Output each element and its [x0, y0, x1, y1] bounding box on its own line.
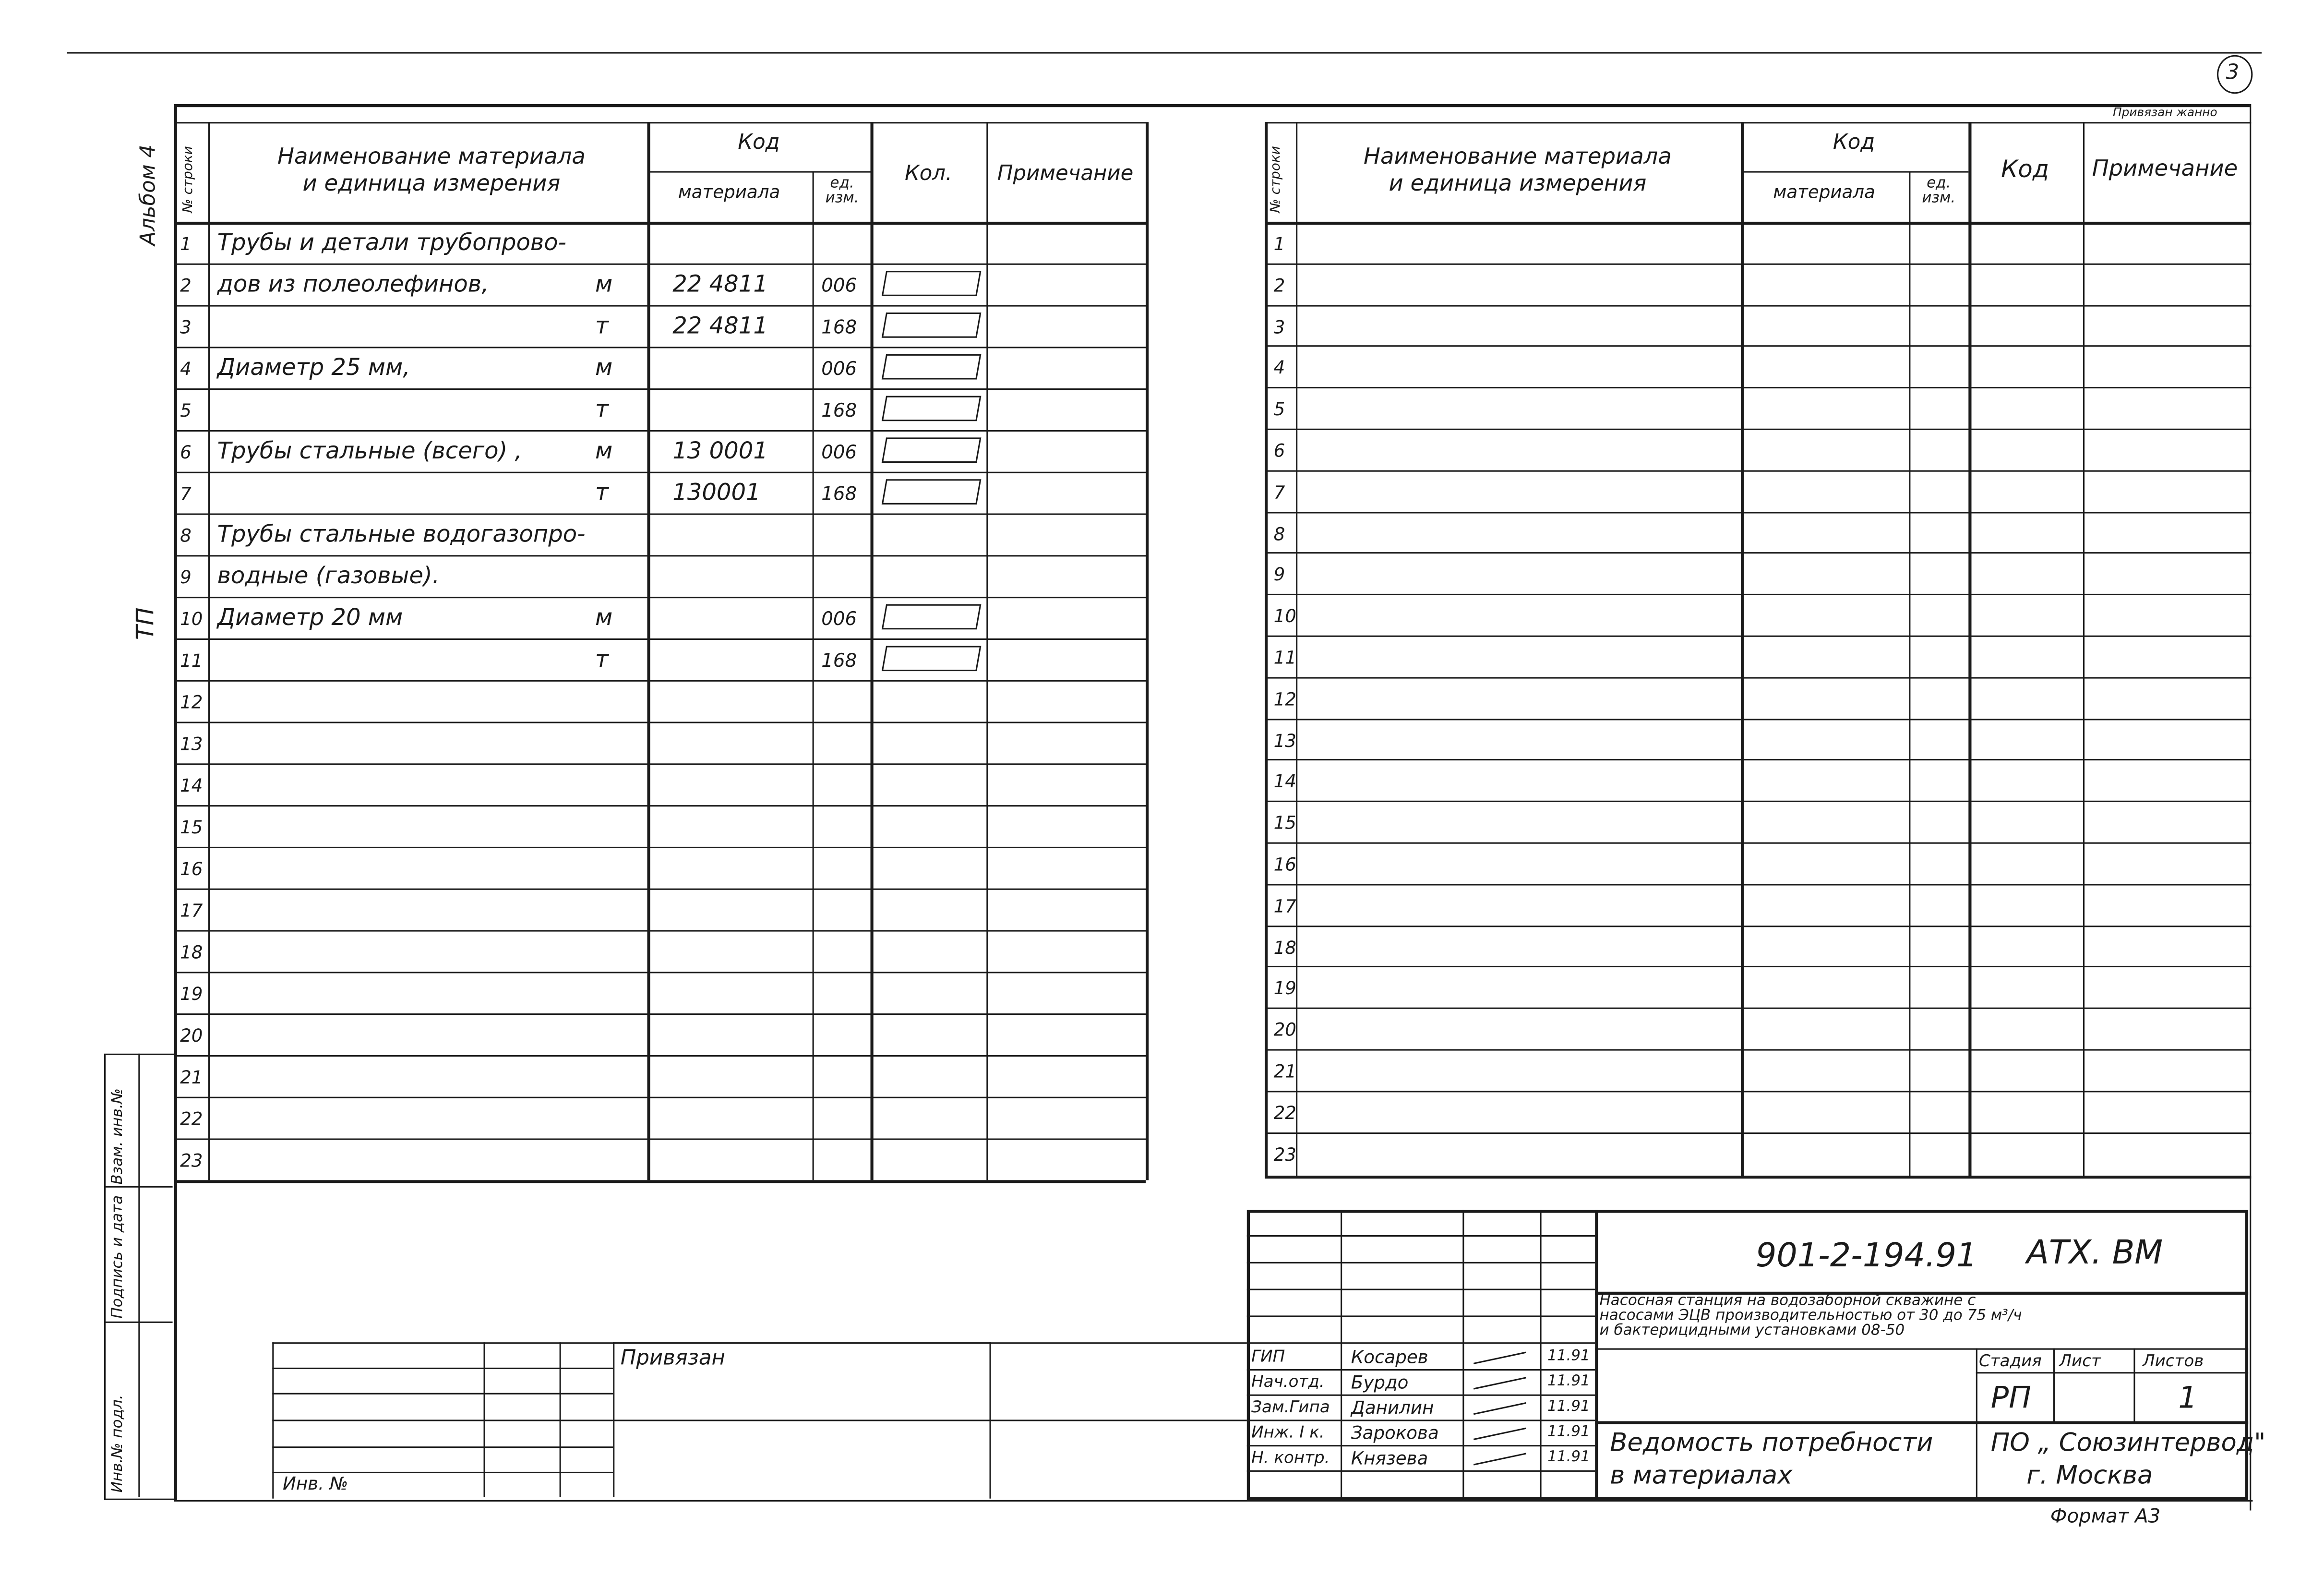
staff-date: 11.91 — [1547, 1424, 1590, 1441]
staff-name: Князева — [1351, 1448, 1428, 1469]
unit-code: 168 — [821, 482, 857, 505]
corner-mark: Привязан жанно — [2113, 106, 2217, 119]
table-row-line — [1265, 636, 2251, 637]
row-number: 3 — [1273, 316, 1285, 337]
staff-date: 11.91 — [1547, 1449, 1590, 1466]
unit-code: 168 — [821, 398, 857, 421]
sheets-value: 1 — [2178, 1379, 2197, 1416]
row-number: 18 — [1273, 937, 1296, 958]
table-row-line — [174, 1055, 1146, 1057]
lt-col-material — [813, 171, 814, 1180]
row-number: 15 — [1273, 813, 1296, 834]
rt-top — [1265, 122, 2251, 123]
row-number: 8 — [180, 525, 192, 546]
rt-note-header: Примечание — [2092, 155, 2238, 182]
material-name: водные (газовые). — [217, 562, 440, 589]
material-name: Диаметр 20 мм — [217, 604, 403, 631]
unit-code: 006 — [821, 440, 857, 463]
table-row-line — [1265, 429, 2251, 430]
table-row-line — [174, 388, 1146, 390]
material-code: 22 4811 — [672, 271, 768, 298]
project-line-1: Насосная станция на водозаборной скважине с — [1599, 1293, 1976, 1310]
project-line-2: насосами ЭЦВ производительностью от 30 до 75 м³/ч — [1599, 1308, 2022, 1324]
lt-col-name — [647, 122, 650, 1180]
row-number: 6 — [180, 442, 192, 463]
material-name: Трубы стальные водогазопро- — [217, 521, 586, 548]
row-number: 10 — [180, 608, 203, 630]
row-number: 8 — [1273, 523, 1285, 544]
series-label: ТП — [131, 607, 159, 640]
row-number: 14 — [180, 775, 203, 796]
margin-orig-inv: Инв.№ подл. — [110, 1395, 127, 1493]
row-number: 13 — [1273, 730, 1296, 751]
margin-signature-date: Подпись и дата — [110, 1195, 127, 1319]
tb-col-2 — [1462, 1210, 1464, 1500]
table-row-line — [174, 1139, 1146, 1140]
staff-name: Косарев — [1351, 1347, 1428, 1368]
rt-header-bottom — [1265, 222, 2251, 225]
margin-stamp-line-2 — [104, 1322, 173, 1323]
project-line-3: и бактерицидными установками 08-50 — [1599, 1323, 1905, 1339]
lt-note-header: Примечание — [997, 162, 1134, 186]
doc-mark: АТХ. ВМ — [2026, 1235, 2163, 1273]
frame-right — [2250, 104, 2251, 1511]
row-number: 19 — [1273, 978, 1296, 999]
binding-inv: Инв. № — [283, 1473, 348, 1494]
tb-stage-col-2 — [2133, 1348, 2135, 1421]
staff-date: 11.91 — [1547, 1348, 1590, 1365]
row-number: 7 — [180, 483, 192, 505]
title-block-row-line — [1247, 1470, 1595, 1472]
margin-stamp-line-1 — [104, 1186, 173, 1188]
row-number: 22 — [180, 1108, 203, 1130]
table-row-line — [174, 305, 1146, 307]
row-number: 6 — [1273, 440, 1285, 461]
table-row-line — [1265, 1008, 2251, 1009]
material-name: дов из полеолефинов, — [217, 271, 489, 298]
table-row-line — [1265, 677, 2251, 678]
unit-symbol: м — [595, 271, 613, 298]
title-block-row-line — [1247, 1289, 1595, 1290]
rt-row-no-header: № строки — [1269, 146, 1284, 213]
binding-row-4 — [272, 1446, 613, 1448]
material-code: 130001 — [672, 479, 761, 506]
row-number: 3 — [180, 317, 192, 338]
table-row-line — [174, 638, 1146, 640]
row-number: 20 — [180, 1025, 203, 1047]
quantity-box — [882, 479, 982, 505]
table-row-line — [1265, 1132, 2251, 1133]
quantity-box — [882, 271, 982, 296]
binding-row-1 — [272, 1368, 613, 1369]
staff-role: Инж. I к. — [1251, 1422, 1325, 1442]
row-number: 23 — [1273, 1143, 1296, 1165]
row-number: 11 — [180, 650, 203, 672]
table-row-line — [1265, 1049, 2251, 1051]
material-name: Трубы и детали трубопрово- — [217, 229, 567, 256]
rt-col-material — [1909, 171, 1910, 1176]
binding-label: Привязан — [620, 1347, 725, 1371]
row-number: 4 — [1273, 358, 1285, 379]
tb-col-1 — [1341, 1210, 1342, 1500]
staff-role: Нач.отд. — [1251, 1372, 1325, 1392]
lt-col-no — [208, 122, 210, 1180]
title-block-row-line — [1247, 1369, 1595, 1371]
staff-role: Зам.Гипа — [1251, 1397, 1330, 1417]
tb-col-org — [1976, 1348, 1977, 1500]
title-block-row-line — [1247, 1235, 1595, 1237]
doc-title-line-2: в материалах — [1610, 1461, 1793, 1492]
staff-role: ГИП — [1251, 1347, 1285, 1366]
table-row-line — [1265, 1091, 2251, 1092]
row-number: 16 — [1273, 854, 1296, 875]
tb-row-stage — [1595, 1421, 2248, 1424]
row-number: 22 — [1273, 1102, 1296, 1123]
org-line-1: ПО „ Союзинтервод" — [1990, 1429, 2266, 1458]
tb-col-main — [1595, 1210, 1598, 1500]
sheet-label: Лист — [2059, 1351, 2101, 1371]
unit-symbol: т — [595, 479, 609, 506]
row-number: 21 — [1273, 1061, 1296, 1082]
lt-name-header: Наименование материала и единица измерения — [277, 143, 586, 197]
unit-symbol: м — [595, 354, 613, 381]
material-code: 13 0001 — [672, 437, 768, 465]
quantity-box — [882, 604, 982, 630]
staff-date: 11.91 — [1547, 1399, 1590, 1416]
row-number: 12 — [1273, 688, 1296, 710]
quantity-box — [882, 646, 982, 671]
row-number: 2 — [1273, 275, 1285, 296]
table-row-line — [174, 805, 1146, 806]
title-block-row-line — [1247, 1420, 1595, 1421]
table-row-line — [174, 472, 1146, 473]
table-row-line — [174, 930, 1146, 932]
table-row-line — [174, 597, 1146, 598]
material-name: Трубы стальные (всего) , — [217, 437, 522, 465]
row-number: 15 — [180, 817, 203, 838]
staff-name: Бурдо — [1351, 1372, 1409, 1393]
row-number: 17 — [180, 900, 203, 921]
stage-label: Стадия — [1979, 1351, 2042, 1371]
staff-date: 11.91 — [1547, 1373, 1590, 1390]
album-label: Альбом 4 — [137, 144, 161, 246]
table-row-line — [174, 1097, 1146, 1098]
table-row-line — [174, 430, 1146, 432]
row-number: 7 — [1273, 481, 1285, 503]
unit-code: 006 — [821, 607, 857, 630]
unit-symbol: т — [595, 646, 609, 673]
stage-value: РП — [1990, 1379, 2031, 1416]
lt-top — [174, 122, 1146, 123]
table-row-line — [174, 972, 1146, 973]
row-number: 19 — [180, 984, 203, 1005]
table-row-line — [1265, 925, 2251, 926]
table-row-line — [174, 264, 1146, 265]
row-number: 9 — [180, 567, 192, 588]
binding-row-3 — [272, 1420, 1246, 1421]
sheets-label: Листов — [2143, 1351, 2204, 1371]
unit-symbol: т — [595, 313, 609, 339]
doc-code: 901-2-194.91 — [1756, 1238, 1977, 1275]
row-number: 16 — [180, 858, 203, 880]
binding-top-ext — [613, 1342, 1247, 1344]
title-block-row-line — [1247, 1395, 1595, 1396]
table-row-line — [174, 763, 1146, 765]
margin-replace-inv: Взам. инв.№ — [110, 1088, 127, 1185]
table-row-line — [174, 680, 1146, 682]
unit-symbol: м — [595, 437, 613, 465]
table-row-line — [174, 1013, 1146, 1015]
rt-col-name — [1741, 122, 1744, 1176]
title-block-row-line — [1247, 1342, 1595, 1344]
table-row-line — [1265, 470, 2251, 471]
row-number: 12 — [180, 692, 203, 713]
row-number: 5 — [180, 400, 192, 421]
lt-header-bottom — [174, 222, 1146, 225]
table-row-line — [1265, 304, 2251, 306]
staff-role: Н. контр. — [1251, 1448, 1330, 1468]
table-row-line — [1265, 801, 2251, 802]
rt-qty-header: Код — [2001, 155, 2049, 183]
unit-code: 168 — [821, 649, 857, 672]
table-row-line — [1265, 842, 2251, 844]
tb-stage-header-line — [1976, 1372, 2248, 1373]
lt-unit-header: ед. изм. — [825, 175, 859, 207]
row-number: 1 — [180, 233, 192, 255]
title-block-row-line — [1247, 1445, 1595, 1446]
rt-bottom — [1265, 1176, 2251, 1179]
org-line-2: г. Москва — [2026, 1461, 2153, 1492]
table-row-line — [1265, 387, 2251, 389]
table-row-line — [1265, 511, 2251, 513]
row-number: 9 — [1273, 565, 1285, 586]
lt-code-split — [647, 171, 871, 173]
table-row-line — [1265, 759, 2251, 761]
row-number: 11 — [1273, 647, 1296, 668]
lt-material-header: материала — [678, 181, 780, 203]
title-block-row-line — [1247, 1315, 1595, 1317]
table-row-line — [174, 847, 1146, 848]
staff-name: Зарокова — [1351, 1422, 1439, 1444]
row-number: 10 — [1273, 606, 1296, 627]
quantity-box — [882, 354, 982, 380]
lt-col-qty — [986, 122, 988, 1180]
margin-stamp-divider — [138, 1054, 140, 1497]
unit-code: 006 — [821, 357, 857, 380]
row-number: 1 — [1273, 233, 1285, 255]
row-number: 17 — [1273, 895, 1296, 916]
lt-qty-header: Кол. — [904, 162, 952, 186]
rt-left — [1265, 122, 1268, 1176]
staff-name: Данилин — [1351, 1397, 1434, 1419]
row-number: 13 — [180, 734, 203, 755]
table-row-line — [174, 555, 1146, 556]
lt-row-no-header: № строки — [181, 146, 197, 213]
row-number: 20 — [1273, 1020, 1296, 1041]
rt-name-header: Наименование материала и единица измерения — [1364, 143, 1672, 197]
material-name: Диаметр 25 мм, — [217, 354, 410, 381]
table-row-line — [174, 889, 1146, 890]
table-row-line — [1265, 966, 2251, 968]
row-number: 14 — [1273, 771, 1296, 793]
tb-stage-col-1 — [2053, 1348, 2055, 1421]
row-number: 21 — [180, 1067, 203, 1088]
rt-unit-header: ед. изм. — [1922, 175, 1956, 207]
sheet-number: 3 — [2226, 61, 2240, 85]
lt-right — [1146, 122, 1149, 1180]
row-number: 2 — [180, 275, 192, 296]
tb-col-3 — [1540, 1210, 1542, 1500]
sheet-top-edge — [67, 52, 2262, 54]
unit-symbol: т — [595, 396, 609, 423]
unit-symbol: м — [595, 604, 613, 631]
table-row-line — [1265, 553, 2251, 554]
rt-col-qty — [2083, 122, 2084, 1176]
rt-material-header: материала — [1773, 181, 1875, 203]
row-number: 18 — [180, 942, 203, 963]
material-code: 22 4811 — [672, 313, 768, 339]
quantity-box — [882, 313, 982, 338]
quantity-box — [882, 437, 982, 463]
lt-bottom — [174, 1180, 1146, 1183]
table-row-line — [1265, 884, 2251, 885]
lt-code-header: Код — [738, 131, 780, 155]
row-number: 23 — [180, 1150, 203, 1171]
table-row-line — [1265, 263, 2251, 265]
tb-row-project — [1595, 1348, 2248, 1350]
doc-title-line-1: Ведомость потребности — [1610, 1429, 1933, 1458]
format-label: Формат А3 — [2050, 1506, 2161, 1528]
lt-col-unit — [871, 122, 874, 1180]
frame-bottom — [174, 1500, 2253, 1502]
table-row-line — [1265, 718, 2251, 720]
table-row-line — [1265, 594, 2251, 595]
table-row-line — [174, 514, 1146, 515]
title-block-row-line — [1247, 1262, 1595, 1263]
frame-top — [174, 104, 2250, 107]
unit-code: 006 — [821, 274, 857, 296]
binding-row-2 — [272, 1393, 613, 1395]
table-row-line — [174, 347, 1146, 348]
row-number: 5 — [1273, 399, 1285, 420]
unit-code: 168 — [821, 315, 857, 338]
quantity-box — [882, 396, 982, 421]
rt-code-header: Код — [1833, 131, 1875, 155]
rt-col-unit — [1968, 122, 1971, 1176]
table-row-line — [1265, 346, 2251, 347]
table-row-line — [174, 722, 1146, 723]
row-number: 4 — [180, 359, 192, 380]
rt-code-split — [1741, 171, 1968, 173]
